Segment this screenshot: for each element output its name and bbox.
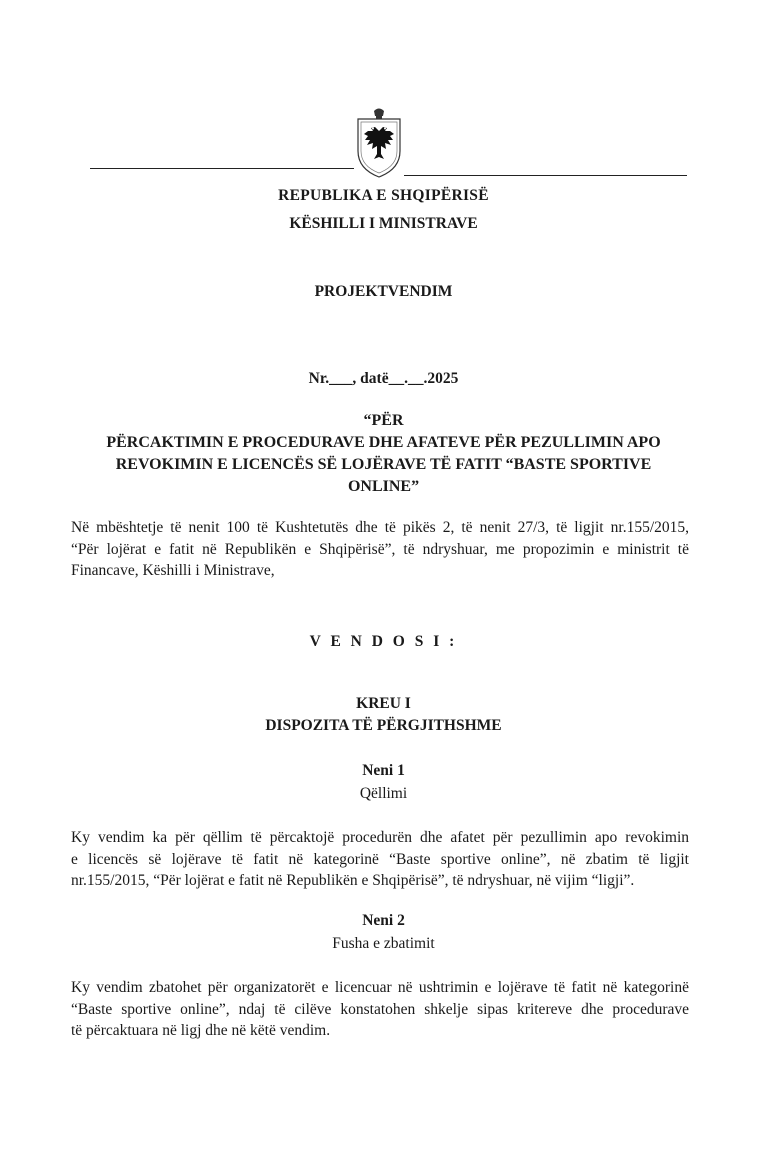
document-title bbox=[60, 410, 707, 498]
article-1-title: Qëllimi bbox=[359, 785, 408, 802]
title-line: REVOKIMIN E LICENCËS SË LOJËRAVE TË FATIT “BASTE SPORTIVE bbox=[115, 456, 652, 473]
council-heading: KËSHILLI I MINISTRAVE bbox=[289, 215, 478, 232]
article-1-line: nr.155/2015, “Për lojërat e fatit në Republikën e Shqipërisë”, të ndryshuar, në vijim “ligji”. bbox=[71, 872, 635, 889]
article-2-line: Ky vendim zbatohet për organizatorët e licencuar në ushtrimin e lojërave të fatit në kategorinë bbox=[71, 979, 689, 996]
albanian-coat-of-arms-icon bbox=[354, 107, 404, 179]
preamble-paragraph bbox=[71, 517, 689, 582]
document-type: PROJEKTVENDIM bbox=[314, 283, 453, 300]
article-2-line: “Baste sportive online”, ndaj të cilëve konstatohen shkelje sipas kritereve dhe procedurave bbox=[71, 1000, 689, 1018]
article-1-paragraph bbox=[71, 827, 689, 892]
chapter-title: DISPOZITA TË PËRGJITHSHME bbox=[265, 717, 502, 734]
article-2-title: Fusha e zbatimit bbox=[332, 935, 435, 952]
title-line: PËRCAKTIMIN E PROCEDURAVE DHE AFATEVE PËR PEZULLIMIN APO bbox=[106, 434, 661, 451]
article-2-number: Neni 2 bbox=[362, 912, 405, 929]
number-date: Nr.___, datë__.__.2025 bbox=[308, 370, 459, 387]
chapter-number: KREU I bbox=[356, 695, 411, 712]
title-line: ONLINE” bbox=[347, 478, 420, 495]
article-1-line: Ky vendim ka për qëllim të përcaktojë procedurën dhe afatet për pezullimin apo revokimin bbox=[71, 829, 689, 846]
preamble-line: Financave, Këshilli i Ministrave, bbox=[71, 562, 275, 579]
header-rule-left bbox=[90, 168, 354, 169]
republic-heading: REPUBLIKA E SHQIPËRISË bbox=[278, 187, 489, 204]
preamble-line: “Për lojërat e fatit në Republikën e Shqipërisë”, të ndryshuar, me propozimin e ministrit të bbox=[71, 540, 689, 558]
article-1-line: e licencës së lojërave të fatit në kategorinë “Baste sportive online”, në zbatim të ligjit bbox=[71, 850, 689, 868]
title-line: “PËR bbox=[363, 412, 404, 429]
decides-heading: V E N D O S I : bbox=[309, 633, 458, 650]
header-rule-right bbox=[404, 175, 687, 176]
preamble-line: Në mbështetje të nenit 100 të Kushtetutës dhe të pikës 2, të nenit 27/3, të ligjit nr.155/2015, bbox=[71, 519, 689, 536]
article-2-line: të përcaktuara në ligj dhe në këtë vendim. bbox=[71, 1022, 331, 1039]
article-2-paragraph bbox=[71, 977, 689, 1042]
article-1-number: Neni 1 bbox=[362, 762, 405, 779]
